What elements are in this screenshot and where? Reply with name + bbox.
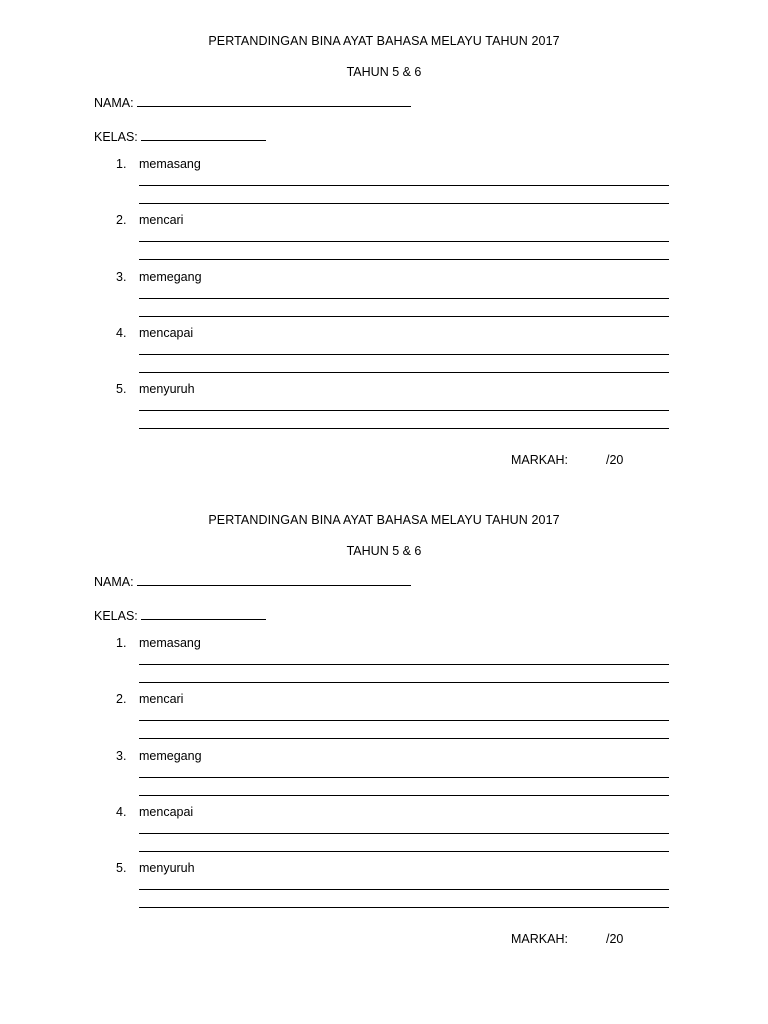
- question-word: menyuruh: [139, 861, 195, 875]
- answer-line[interactable]: [139, 428, 669, 429]
- answer-line[interactable]: [139, 907, 669, 908]
- question-item: [0, 213, 768, 269]
- question-number: 4.: [116, 805, 127, 819]
- question-item: [0, 157, 768, 213]
- question-item: [0, 805, 768, 861]
- answer-line[interactable]: [139, 354, 669, 355]
- question-item: [0, 270, 768, 326]
- answer-line[interactable]: [139, 889, 669, 890]
- question-number: 5.: [116, 861, 127, 875]
- class-blank[interactable]: [141, 608, 266, 620]
- answer-line[interactable]: [139, 259, 669, 260]
- class-field: [94, 608, 266, 623]
- answer-line[interactable]: [139, 241, 669, 242]
- answer-line[interactable]: [139, 410, 669, 411]
- question-word: mencari: [139, 213, 184, 227]
- answer-line[interactable]: [139, 203, 669, 204]
- question-number: 4.: [116, 326, 127, 340]
- question-item: [0, 861, 768, 917]
- worksheet-title: PERTANDINGAN BINA AYAT BAHASA MELAYU TAHUN 2017: [208, 513, 560, 527]
- name-label: NAMA:: [94, 575, 134, 589]
- worksheet-subtitle: TAHUN 5 & 6: [346, 65, 422, 79]
- answer-line[interactable]: [139, 738, 669, 739]
- answer-line[interactable]: [139, 795, 669, 796]
- question-word: menyuruh: [139, 382, 195, 396]
- name-blank[interactable]: [137, 95, 411, 107]
- answer-line[interactable]: [139, 372, 669, 373]
- class-label: KELAS:: [94, 609, 138, 623]
- marks-label: MARKAH:: [511, 932, 568, 946]
- question-word: memasang: [139, 636, 201, 650]
- question-number: 5.: [116, 382, 127, 396]
- question-item: [0, 692, 768, 748]
- marks-label: MARKAH:: [511, 453, 568, 467]
- answer-line[interactable]: [139, 777, 669, 778]
- class-label: KELAS:: [94, 130, 138, 144]
- question-number: 1.: [116, 157, 127, 171]
- worksheet-title: PERTANDINGAN BINA AYAT BAHASA MELAYU TAHUN 2017: [208, 34, 560, 48]
- name-field: [94, 95, 411, 110]
- question-item: [0, 382, 768, 438]
- name-label: NAMA:: [94, 96, 134, 110]
- answer-line[interactable]: [139, 720, 669, 721]
- question-item: [0, 749, 768, 805]
- answer-line[interactable]: [139, 185, 669, 186]
- question-word: mencapai: [139, 326, 194, 340]
- marks-total: /20: [606, 932, 624, 946]
- question-item: [0, 636, 768, 692]
- answer-line[interactable]: [139, 298, 669, 299]
- question-item: [0, 326, 768, 382]
- question-word: memegang: [139, 749, 202, 763]
- question-word: memegang: [139, 270, 202, 284]
- question-number: 1.: [116, 636, 127, 650]
- answer-line[interactable]: [139, 664, 669, 665]
- name-field: [94, 574, 411, 589]
- question-word: mencapai: [139, 805, 194, 819]
- question-number: 3.: [116, 270, 127, 284]
- question-number: 2.: [116, 213, 127, 227]
- answer-line[interactable]: [139, 682, 669, 683]
- question-word: mencari: [139, 692, 184, 706]
- class-blank[interactable]: [141, 129, 266, 141]
- name-blank[interactable]: [137, 574, 411, 586]
- answer-line[interactable]: [139, 316, 669, 317]
- question-number: 2.: [116, 692, 127, 706]
- worksheet-subtitle: TAHUN 5 & 6: [346, 544, 422, 558]
- question-word: memasang: [139, 157, 201, 171]
- class-field: [94, 129, 266, 144]
- question-number: 3.: [116, 749, 127, 763]
- answer-line[interactable]: [139, 851, 669, 852]
- marks-total: /20: [606, 453, 624, 467]
- answer-line[interactable]: [139, 833, 669, 834]
